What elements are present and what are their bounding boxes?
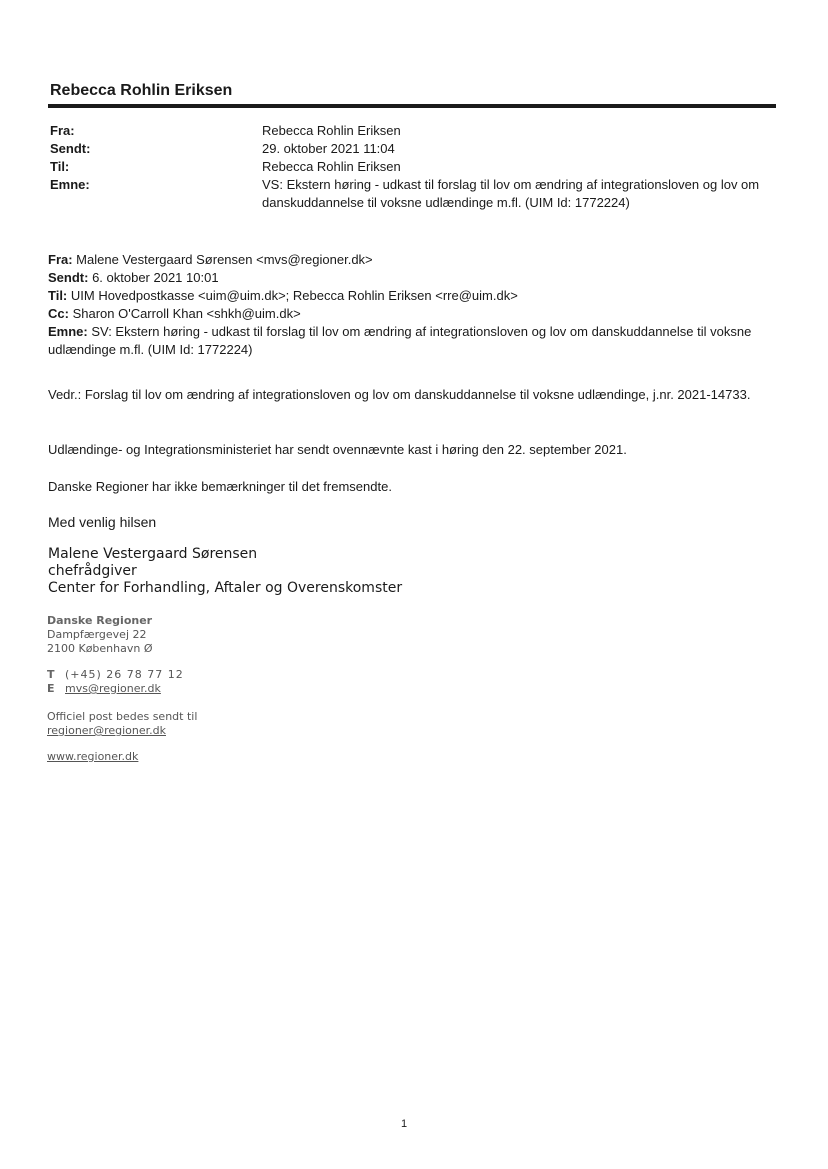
signature-department: Center for Forhandling, Aftaler og Overenskomster [48, 580, 403, 596]
official-post-block [47, 710, 197, 738]
orig-from [48, 251, 788, 269]
page-title: Rebecca Rohlin Eriksen [50, 82, 233, 99]
page-number: 1 [401, 1118, 408, 1130]
field-value: Rebecca Rohlin Eriksen [262, 159, 401, 174]
orig-cc-value: Sharon O'Carroll Khan <shkh@uim.dk> [68, 306, 301, 321]
field-label: Emne: [50, 177, 90, 192]
orig-to-label: Til: [48, 288, 68, 303]
orig-sent-label: Sendt: [48, 270, 89, 285]
orig-from-value: Malene Vestergaard Sørensen <mvs@regioner.dk> [72, 252, 373, 267]
closing-greeting: Med venlig hilsen [48, 514, 157, 530]
field-label: Til: [50, 159, 70, 174]
official-post-email-link[interactable]: regioner@regioner.dk [47, 724, 166, 737]
original-message-header [48, 251, 788, 359]
contact-email [47, 682, 184, 696]
contact-block [47, 668, 184, 696]
field-value: 29. oktober 2021 11:04 [262, 141, 395, 156]
contact-phone [47, 668, 184, 682]
field-label: Fra: [50, 123, 75, 138]
field-subject [50, 176, 790, 212]
field-value: Rebecca Rohlin Eriksen [262, 123, 401, 138]
body-paragraph-reference: Vedr.: Forslag til lov om ændring af integrationsloven og lov om danskuddannelse til voksne udlændinge, j.nr. 2021-14733. [48, 387, 751, 402]
organization-city: 2100 København Ø [47, 642, 153, 655]
orig-to [48, 287, 788, 305]
field-from [50, 122, 790, 140]
field-value: VS: Ekstern høring - udkast til forslag til lov om ændring af integrationsloven og lov om danskuddannelse til voksne udlændinge m.fl. (UIM Id: 1772224) [262, 177, 760, 210]
official-post-text: Officiel post bedes sendt til [47, 710, 198, 723]
orig-cc-label: Cc: [48, 306, 69, 321]
organization-street: Dampfærgevej 22 [47, 628, 147, 641]
field-sent [50, 140, 790, 158]
orig-sent [48, 269, 788, 287]
header-rule [48, 104, 776, 108]
orig-to-value: UIM Hovedpostkasse <uim@uim.dk>; Rebecca Rohlin Eriksen <rre@uim.dk> [67, 288, 518, 303]
phone-key: T [47, 668, 55, 681]
body-paragraph-no-remarks: Danske Regioner har ikke bemærkninger til det fremsendte. [48, 479, 392, 494]
email-link[interactable]: mvs@regioner.dk [65, 682, 161, 695]
organization-name: Danske Regioner [47, 614, 153, 627]
orig-subject-label: Emne: [48, 324, 88, 339]
phone-number: (+45) 26 78 77 12 [65, 668, 184, 681]
orig-subject [48, 323, 788, 359]
website-link[interactable]: www.regioner.dk [47, 750, 139, 763]
signature-block [48, 546, 402, 597]
email-header-block [50, 122, 790, 212]
organization-block [47, 614, 153, 656]
field-label: Sendt: [50, 141, 91, 156]
field-to [50, 158, 790, 176]
orig-cc [48, 305, 788, 323]
body-paragraph-hearing: Udlændinge- og Integrationsministeriet har sendt ovennævnte kast i høring den 22. september 2021. [48, 442, 627, 457]
orig-from-label: Fra: [48, 252, 73, 267]
email-key: E [47, 682, 55, 695]
signature-name: Malene Vestergaard Sørensen [48, 546, 258, 562]
signature-role: chefrådgiver [48, 563, 137, 579]
orig-subject-value: SV: Ekstern høring - udkast til forslag til lov om ændring af integrationsloven og lov om danskuddannelse til voksne udlændinge m.fl. (UIM Id: 1772224) [48, 324, 752, 357]
orig-sent-value: 6. oktober 2021 10:01 [88, 270, 219, 285]
